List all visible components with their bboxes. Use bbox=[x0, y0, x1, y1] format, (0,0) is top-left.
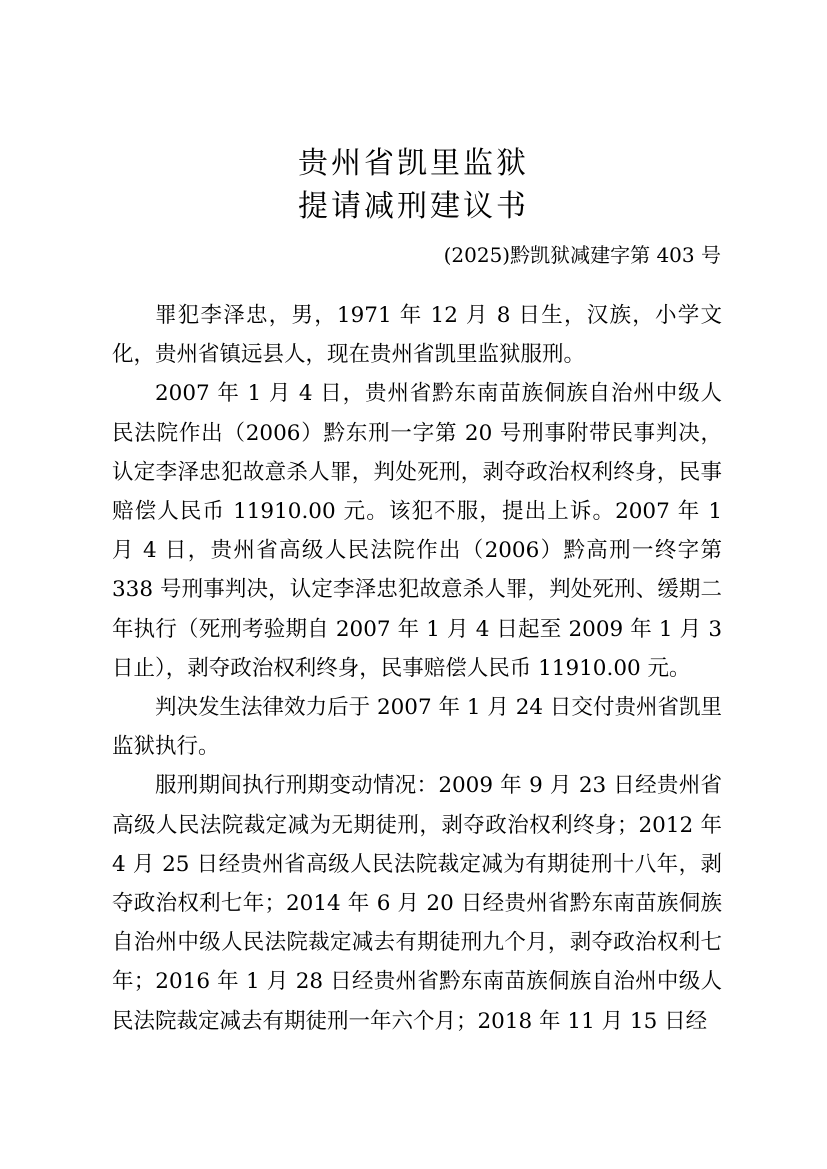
paragraph-judgment: 2007 年 1 月 4 日，贵州省黔东南苗族侗族自治州中级人民法院作出（2006）黔东刑一字第 20 号刑事附带民事判决，认定李泽忠犯故意杀人罪，判处死刑，剥夺政治权利终身，民事赔偿人民币 11910.00 元。该犯不服，提出上诉。2007 年 1 月 4 日，贵州省高级人民法院作出（2006）黔高刑一终字第 338 号刑事判决，认定李泽忠犯故意杀人罪，判处死刑、缓期二年执行（死刑考验期自 2007 年 1 月 4 日起至 2009 年 1 月 3 日止），剥夺政治权利终身，民事赔偿人民币 11910.00 元。 bbox=[112, 381, 722, 681]
paragraph-delivery: 判决发生法律效力后于 2007 年 1 月 24 日交付贵州省凯里监狱执行。 bbox=[112, 695, 722, 760]
document-number: (2025)黔凯狱减建字第 403 号 bbox=[443, 243, 721, 267]
document-title-line2: 提请减刑建议书 bbox=[298, 189, 529, 224]
document-title-line1: 贵州省凯里监狱 bbox=[298, 146, 529, 181]
document-body bbox=[112, 296, 722, 1041]
paragraph-criminal-info: 罪犯李泽忠，男，1971 年 12 月 8 日生，汉族，小学文化，贵州省镇远县人，现在贵州省凯里监狱服刑。 bbox=[112, 303, 722, 368]
paragraph-sentence-changes: 服刑期间执行刑期变动情况：2009 年 9 月 23 日经贵州省高级人民法院裁定减为无期徒刑，剥夺政治权利终身；2012 年 4 月 25 日经贵州省高级人民法院裁定减为有期徒刑十八年，剥夺政治权利七年；2014 年 6 月 20 日经贵州省黔东南苗族侗族自治州中级人民法院裁定减去有期徒刑九个月，剥夺政治权利七年；2016 年 1 月 28 日经贵州省黔东南苗族侗族自治州中级人民法院裁定减去有期徒刑一年六个月；2018 年 11 月 15 日经 bbox=[112, 773, 722, 1034]
